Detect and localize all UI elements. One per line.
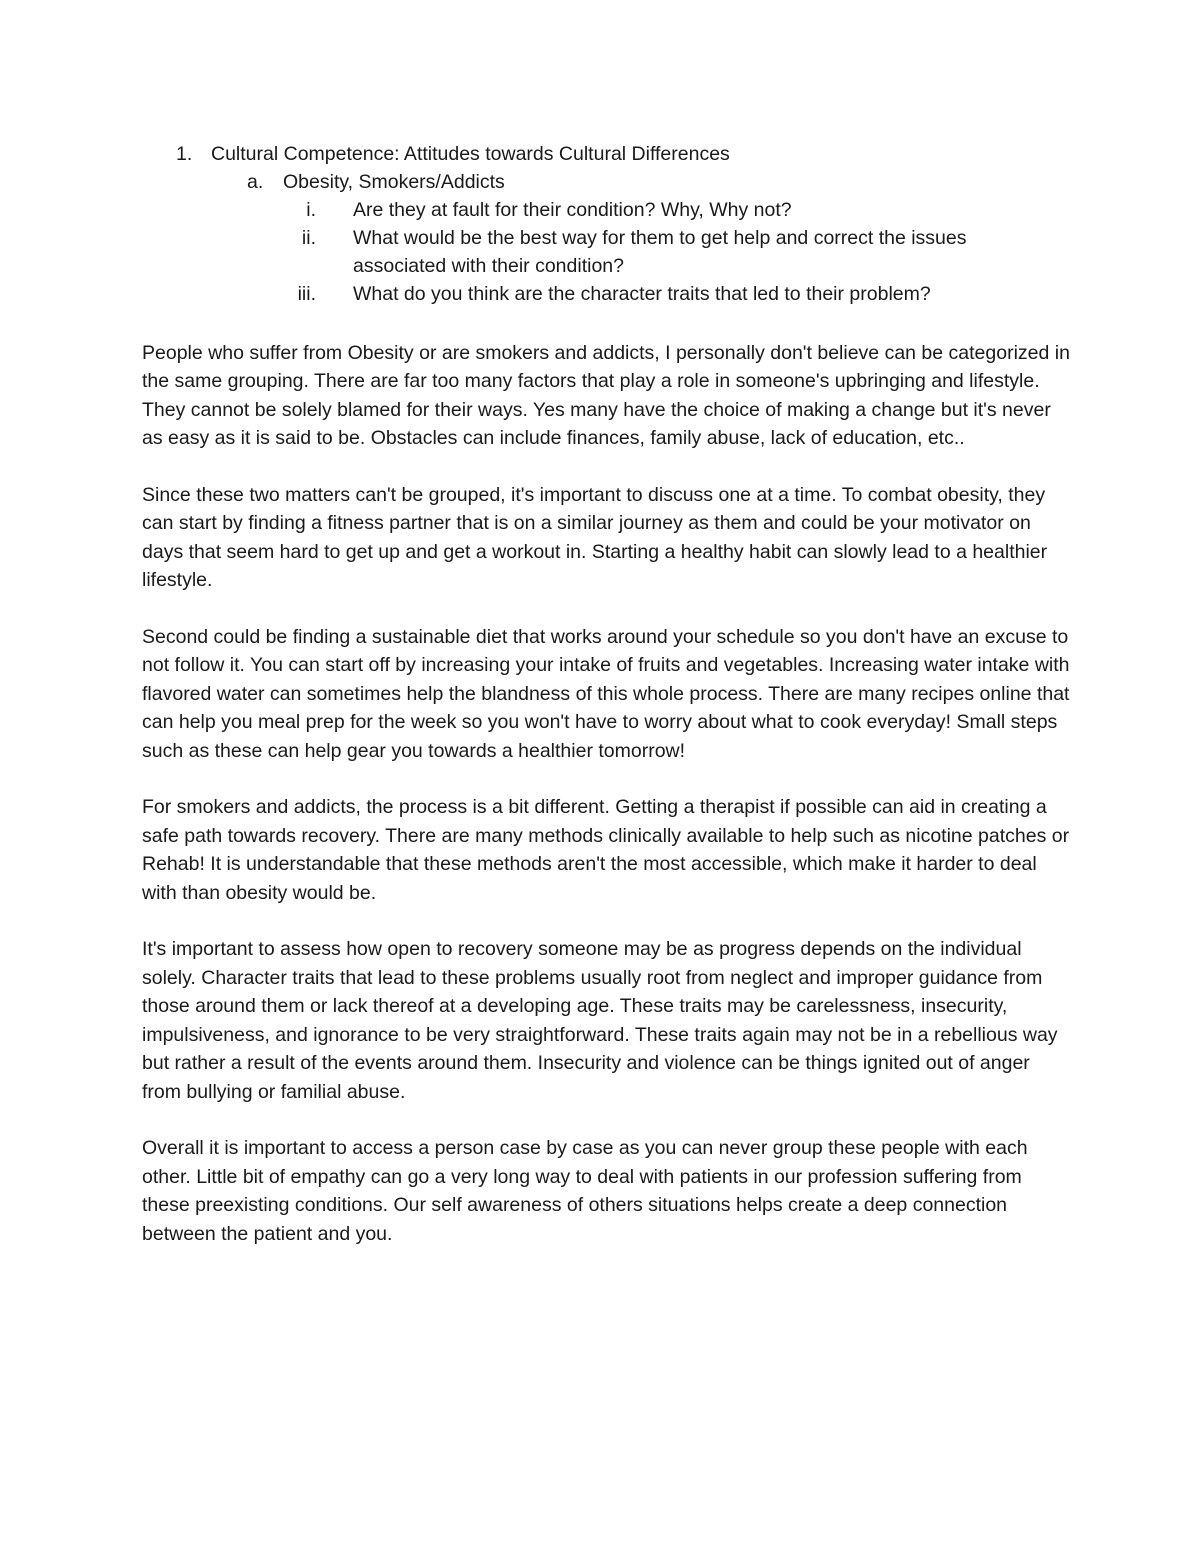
outline-item-level-1 bbox=[0, 140, 1200, 168]
list-marker: a. bbox=[247, 171, 264, 193]
outline-subheading: Obesity, Smokers/Addicts bbox=[283, 171, 505, 193]
outline-item-level-2 bbox=[0, 168, 1200, 196]
list-marker: ii. bbox=[301, 227, 316, 249]
paragraph: Second could be finding a sustainable diet that works around your schedule so you don't have an excuse to not follow it. You can start off by increasing your intake of fruits and vegetables. Increasing water intake with flavored water can sometimes help the blandness of this whole process. There are many recipes online that can help you meal prep for the week so you won't have to worry about what to cook everyday! Small steps such as these can help gear you towards a healthier tomorrow! bbox=[142, 626, 1070, 762]
outline-heading: Cultural Competence: Attitudes towards Cultural Differences bbox=[211, 143, 730, 165]
question-outline bbox=[0, 140, 1200, 308]
paragraph: People who suffer from Obesity or are smokers and addicts, I personally don't believe can be categorized in the same grouping. There are far too many factors that play a role in someone's upbringing and lifestyle. They cannot be solely blamed for their ways. Yes many have the choice of making a change but it's never as easy as it is said to be. Obstacles can include finances, family abuse, lack of education, etc.. bbox=[142, 342, 1070, 450]
question-item bbox=[0, 196, 1200, 224]
question-item bbox=[0, 224, 1200, 280]
paragraph: Since these two matters can't be grouped, it's important to discuss one at a time. To combat obesity, they can start by finding a fitness partner that is on a similar journey as them and could be your motivator on days that seem hard to get up and get a workout in. Starting a healthy habit can slowly lead to a healthier lifestyle. bbox=[142, 484, 1048, 592]
question-text: What do you think are the character traits that led to their problem? bbox=[353, 283, 931, 305]
paragraph: Overall it is important to access a person case by case as you can never group these people with each other. Little bit of empathy can go a very long way to deal with patients in our profession suffering from these preexisting conditions. Our self awareness of others situations helps create a deep connection between the patient and you. bbox=[142, 1137, 1028, 1245]
list-marker: iii. bbox=[297, 283, 316, 305]
paragraph: For smokers and addicts, the process is a bit different. Getting a therapist if possible can aid in creating a safe path towards recovery. There are many methods clinically available to help such as nicotine patches or Rehab! It is understandable that these methods aren't the most accessible, which make it harder to deal with than obesity would be. bbox=[142, 796, 1070, 904]
list-marker: 1. bbox=[176, 143, 193, 165]
list-marker: i. bbox=[306, 199, 316, 221]
question-text: Are they at fault for their condition? Why, Why not? bbox=[353, 199, 792, 221]
question-item bbox=[0, 280, 1200, 308]
question-text: What would be the best way for them to get help and correct the issues associated with their condition? bbox=[353, 227, 967, 277]
essay-body bbox=[142, 339, 1072, 1276]
paragraph: It's important to assess how open to recovery someone may be as progress depends on the individual solely. Character traits that lead to these problems usually root from neglect and improper guidance from those around them or lack thereof at a developing age. These traits may be carelessness, insecurity, impulsiveness, and ignorance to be very straightforward. These traits again may not be in a rebellious way but rather a result of the events around them. Insecurity and violence can be things ignited out of anger from bullying or familial abuse. bbox=[142, 938, 1058, 1103]
